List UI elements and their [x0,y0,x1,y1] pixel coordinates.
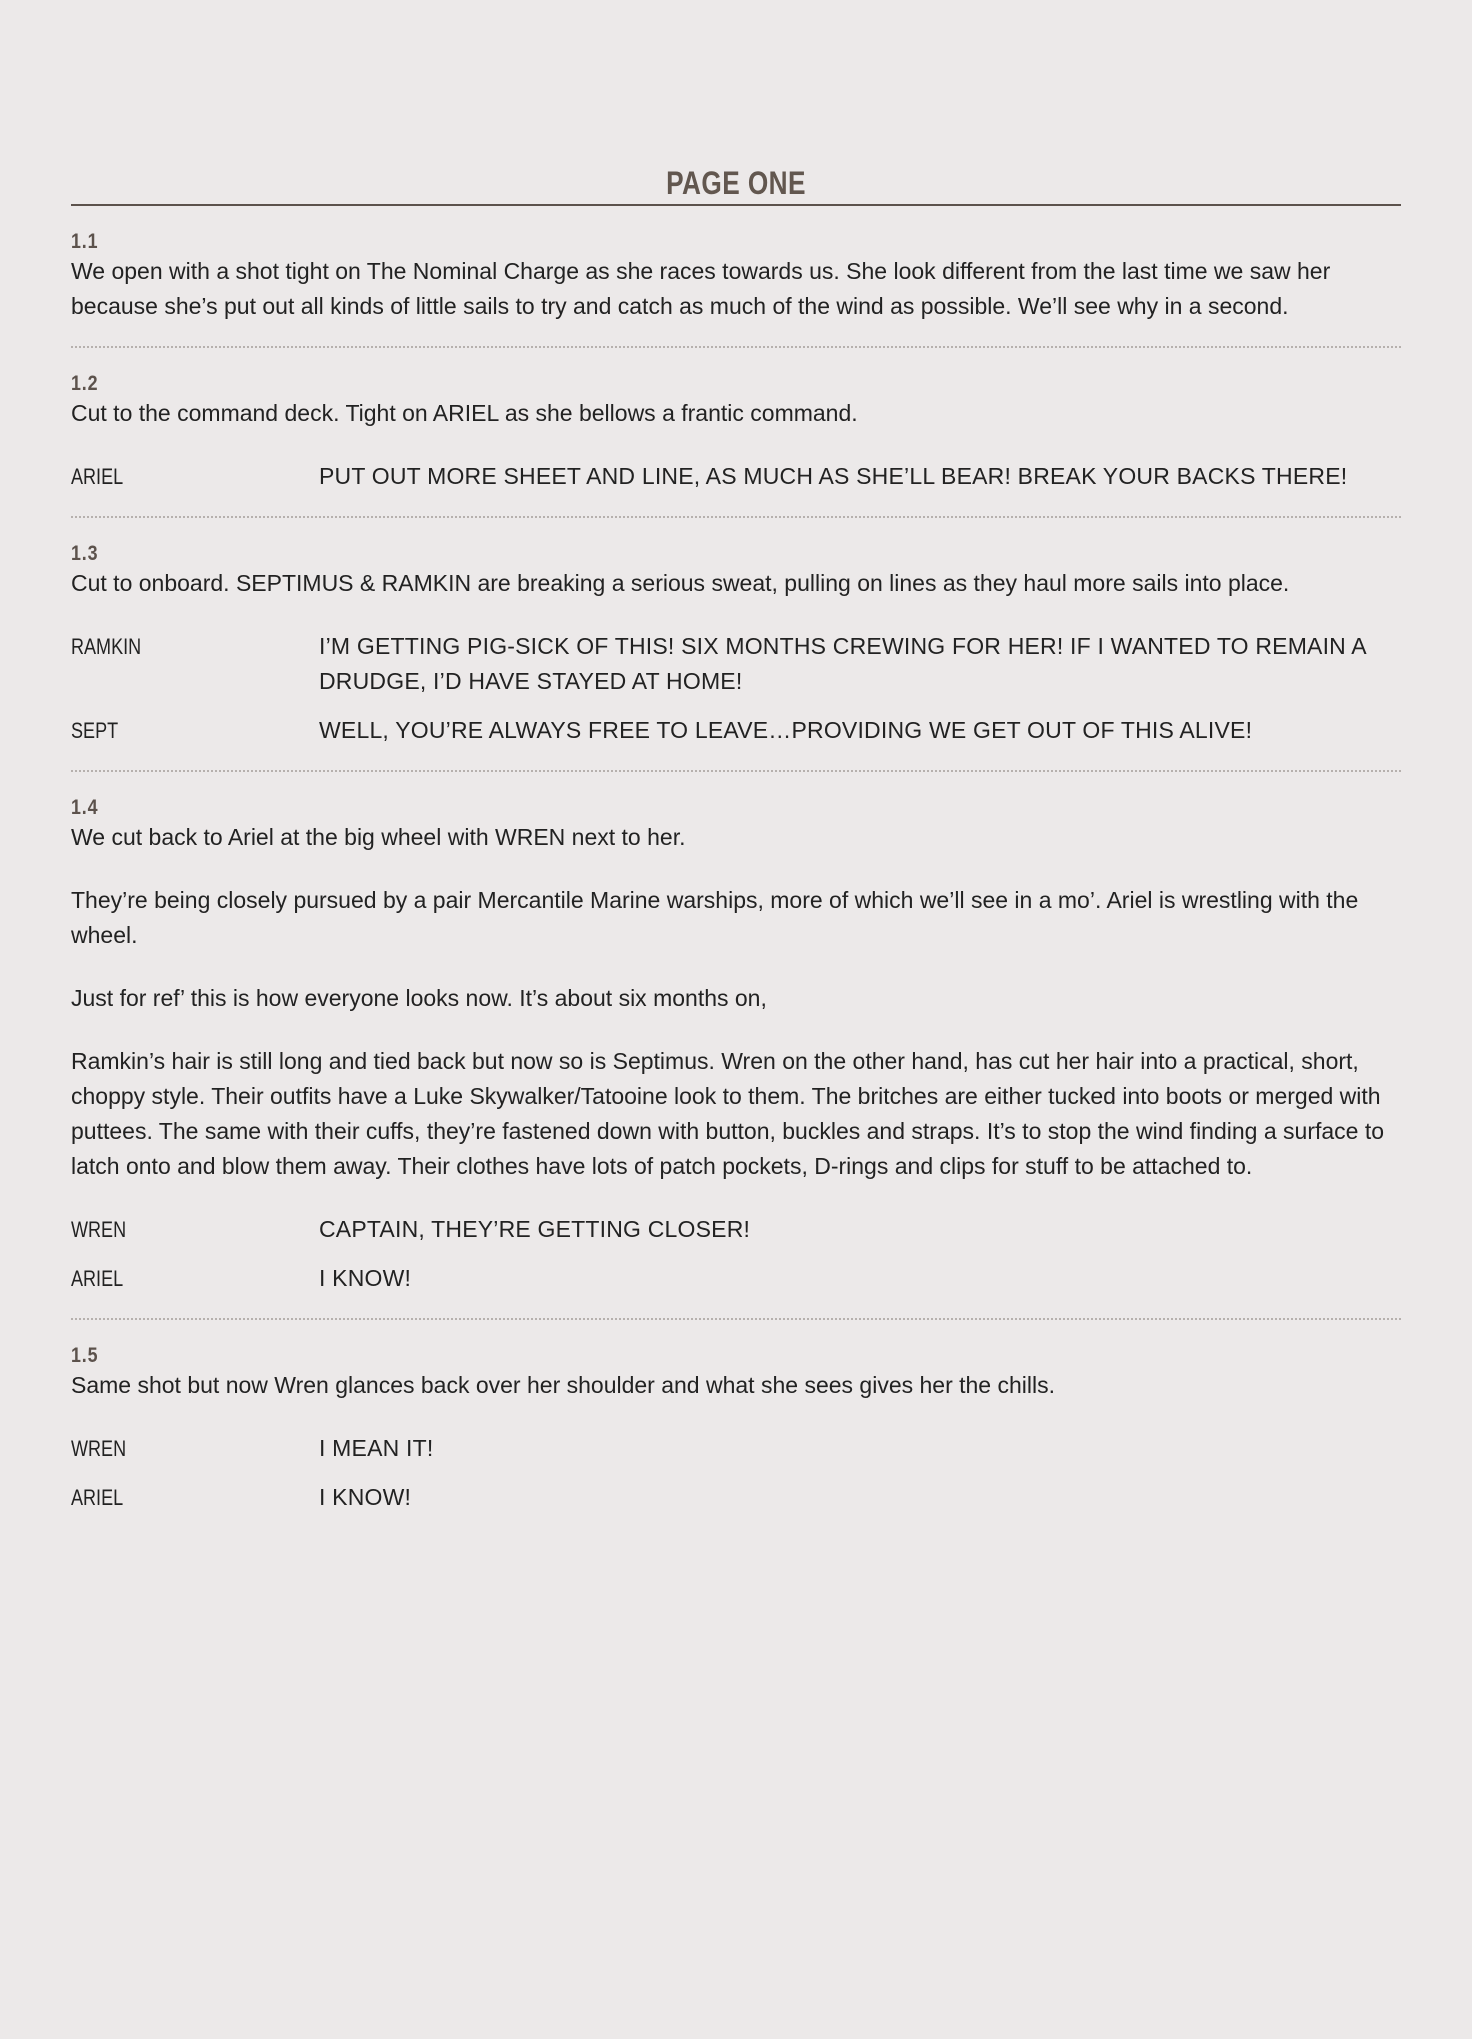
panel-description: We cut back to Ariel at the big wheel with WREN next to her. [71,824,686,850]
panel-number: 1.5 [71,1344,99,1367]
speaker-name: ARIEL [71,1266,124,1291]
panels-container [71,206,1401,1537]
dialogue-row [71,1261,1401,1296]
dialogue-row [71,713,1401,748]
panel [71,1318,1401,1537]
speaker-name: SEPT [71,718,119,743]
panel [71,206,1401,346]
dialogue-row [71,629,1401,699]
panel-description: We open with a shot tight on The Nominal Charge as she races towards us. She look different from the last time we saw her because she’s put out all kinds of little sails to try and catch as much of the wind as possible. We’ll see why in a second. [71,258,1331,319]
page-title: PAGE ONE [666,165,806,201]
speaker-name: WREN [71,1436,127,1461]
dialogue-line: I KNOW! [319,1265,412,1291]
panel [71,346,1401,516]
speaker-name: ARIEL [71,1485,124,1510]
dialogue-row [71,459,1401,494]
panel-number: 1.4 [71,796,99,819]
panel-description: Same shot but now Wren glances back over her shoulder and what she sees gives her the chills. [71,1372,1056,1398]
panel-description: Ramkin’s hair is still long and tied back but now so is Septimus. Wren on the other hand, has cut her hair into a practical, short, choppy style. Their outfits have a Luke Skywalker/Tatooine look to them. The britches are either tucked into boots or merged with puttees. The same with their cuffs, they’re fastened down with button, buckles and straps. It’s to stop the wind finding a surface to latch onto and blow them away. Their clothes have lots of patch pockets, D-rings and clips for stuff to be attached to. [71,1048,1385,1179]
panel-description: Cut to the command deck. Tight on ARIEL as she bellows a frantic command. [71,400,858,426]
dialogue-line: WELL, YOU’RE ALWAYS FREE TO LEAVE…PROVIDING WE GET OUT OF THIS ALIVE! [319,717,1253,743]
panel [71,770,1401,1318]
panel-number: 1.3 [71,542,99,565]
dialogue-line: I MEAN IT! [319,1435,434,1461]
dialogue-row [71,1212,1401,1247]
speaker-name: ARIEL [71,464,124,489]
dialogue-line: I KNOW! [319,1484,412,1510]
panel-number: 1.1 [71,230,99,253]
panel-description: Just for ref’ this is how everyone looks now. It’s about six months on, [71,985,767,1011]
dialogue-line: I’M GETTING PIG-SICK OF THIS! SIX MONTHS CREWING FOR HER! IF I WANTED TO REMAIN A DRUDGE, I’D HAVE STAYED AT HOME! [319,633,1366,694]
speaker-name: WREN [71,1217,127,1242]
dialogue-line: CAPTAIN, THEY’RE GETTING CLOSER! [319,1216,751,1242]
panel [71,516,1401,770]
speaker-name: RAMKIN [71,634,142,659]
dialogue-row [71,1431,1401,1466]
panel-number: 1.2 [71,372,99,395]
script-page [71,164,1401,1537]
panel-description: Cut to onboard. SEPTIMUS & RAMKIN are breaking a serious sweat, pulling on lines as they haul more sails into place. [71,570,1290,596]
dialogue-line: PUT OUT MORE SHEET AND LINE, AS MUCH AS SHE’LL BEAR! BREAK YOUR BACKS THERE! [319,463,1348,489]
dialogue-row [71,1480,1401,1515]
panel-description: They’re being closely pursued by a pair Mercantile Marine warships, more of which we’ll see in a mo’. Ariel is wrestling with the wheel. [71,887,1359,948]
